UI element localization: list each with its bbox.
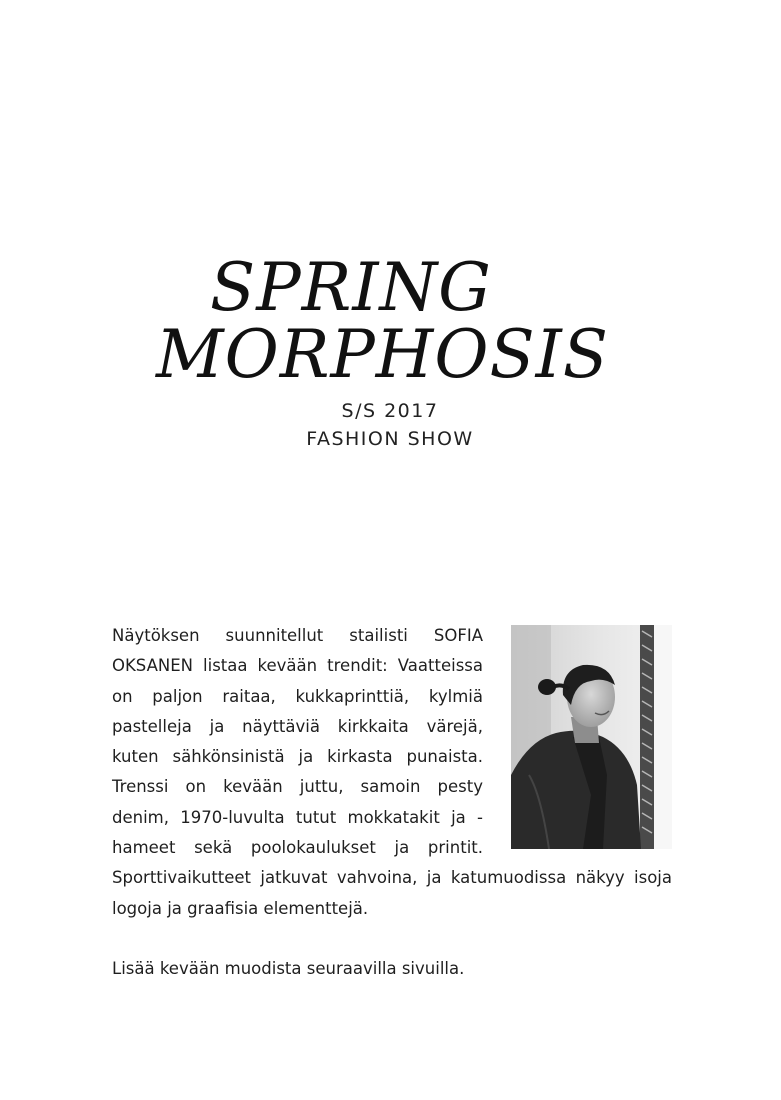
subtitle-event: FASHION SHOW (306, 428, 474, 450)
article-closing-paragraph: Lisää kevään muodista seuraavilla sivuilla. (112, 958, 465, 978)
title-line-spring: SPRING (210, 249, 492, 326)
article-body (112, 621, 672, 984)
article-intro-paragraph: Näytöksen suunnitellut stailisti SOFIA OKSANEN listaa kevään trendit: Vaatteissa on paljon raitaa, kukkaprinttiä, kylmiä pastelleja ja näyttäviä kirkkaita värejä, kuten sähkönsinistä ja kirkasta punaista. Trenssi on kevään juttu, samoin pesty denim, 1970-luvulta tutut mokkatakit ja -hameet sekä poolokaulukset ja printit. Sporttivaikutteet jatkuvat vahvoina, ja katumuodissa näkyy isoja logoja ja graafisia elementtejä. (112, 626, 672, 918)
title-line-morphosis: MORPHOSIS (156, 316, 609, 393)
subtitle-season: S/S 2017 (341, 400, 439, 422)
stylist-portrait (511, 625, 672, 849)
portrait-photo-icon (511, 625, 672, 849)
